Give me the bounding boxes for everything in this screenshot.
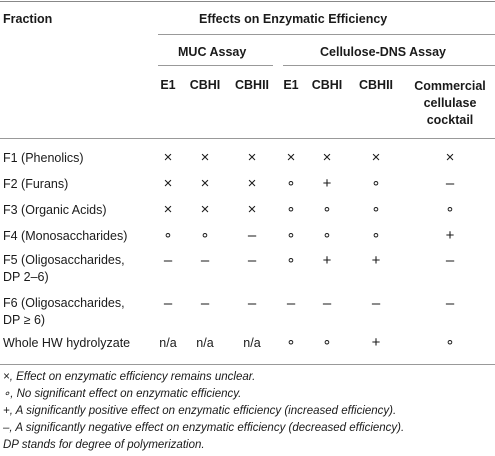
table-cell: × bbox=[200, 201, 210, 218]
row-label-line: F2 (Furans) bbox=[3, 177, 69, 191]
row-label-line: F1 (Phenolics) bbox=[3, 151, 84, 165]
footnote-negative: –, A significantly negative effect on enzymatic efficiency (decreased efficiency). bbox=[3, 422, 405, 434]
cocktail-line-1: Commercial bbox=[414, 79, 486, 93]
footnote-no-effect: ∘, No significant effect on enzymatic efficiency. bbox=[3, 388, 242, 400]
table-cell: ∘ bbox=[445, 334, 455, 351]
table-cell: – bbox=[200, 252, 210, 269]
fraction-header: Fraction bbox=[3, 12, 53, 26]
table-cell: ∘ bbox=[322, 334, 332, 351]
row-label bbox=[3, 176, 68, 193]
table-cell: – bbox=[445, 295, 455, 312]
table-cell: ∘ bbox=[445, 201, 455, 218]
row-label bbox=[3, 335, 130, 352]
table-cell: × bbox=[163, 175, 173, 192]
col-header-muc-cbhii: CBHII bbox=[234, 78, 270, 92]
table-cell: × bbox=[322, 149, 332, 166]
col-header-dns-cbhi: CBHI bbox=[311, 78, 343, 92]
row-label bbox=[3, 202, 107, 219]
effects-underline bbox=[158, 34, 495, 35]
table-cell: + bbox=[322, 175, 332, 192]
table-cell: – bbox=[163, 252, 173, 269]
effects-header: Effects on Enzymatic Efficiency bbox=[199, 12, 388, 26]
footnote-dp: DP stands for degree of polymerization. bbox=[3, 439, 205, 451]
table-cell: – bbox=[322, 295, 332, 312]
muc-underline bbox=[158, 65, 273, 66]
table-cell: ∘ bbox=[286, 252, 296, 269]
row-label-line: DP ≥ 6) bbox=[3, 313, 46, 327]
table-cell: + bbox=[371, 334, 381, 351]
table-bottom-rule bbox=[0, 364, 495, 365]
table-top-rule bbox=[0, 1, 495, 2]
footnote-unclear: ×, Effect on enzymatic efficiency remains unclear. bbox=[3, 371, 256, 383]
col-header-dns-cbhii: CBHII bbox=[358, 78, 394, 92]
table-cell: – bbox=[286, 295, 296, 312]
row-label bbox=[3, 150, 84, 167]
table-cell: – bbox=[445, 175, 455, 192]
cocktail-line-3: cocktail bbox=[426, 113, 474, 127]
row-label bbox=[3, 295, 125, 329]
table-cell: × bbox=[247, 201, 257, 218]
col-header-muc-e1: E1 bbox=[160, 78, 176, 92]
table-cell: × bbox=[247, 175, 257, 192]
table-cell: ∘ bbox=[286, 175, 296, 192]
table-cell: – bbox=[247, 252, 257, 269]
cocktail-line-2: cellulase bbox=[423, 96, 477, 110]
row-label-line: Whole HW hydrolyzate bbox=[3, 336, 131, 350]
col-header-dns-e1: E1 bbox=[283, 78, 299, 92]
table-cell: n/a bbox=[196, 336, 214, 350]
table-cell: ∘ bbox=[371, 175, 381, 192]
footnote-positive: +, A significantly positive effect on enzymatic efficiency (increased efficiency). bbox=[3, 405, 397, 417]
table-cell: ∘ bbox=[371, 227, 381, 244]
row-label-line: F6 (Oligosaccharides, bbox=[3, 296, 125, 310]
table-cell: × bbox=[247, 149, 257, 166]
table-cell: ∘ bbox=[286, 334, 296, 351]
dns-assay-header: Cellulose-DNS Assay bbox=[320, 45, 446, 59]
table-cell: × bbox=[286, 149, 296, 166]
table-cell: n/a bbox=[243, 336, 261, 350]
col-header-cocktail bbox=[405, 78, 495, 129]
table-cell: ∘ bbox=[200, 227, 210, 244]
table-cell: – bbox=[445, 252, 455, 269]
table-cell: × bbox=[445, 149, 455, 166]
table-cell: × bbox=[200, 175, 210, 192]
table-cell: n/a bbox=[159, 336, 177, 350]
table-cell: + bbox=[371, 252, 381, 269]
table-cell: – bbox=[200, 295, 210, 312]
row-label bbox=[3, 252, 125, 286]
table-cell: + bbox=[445, 227, 455, 244]
row-label bbox=[3, 228, 127, 245]
row-label-line: DP 2–6) bbox=[3, 270, 49, 284]
row-label-line: F4 (Monosaccharides) bbox=[3, 229, 128, 243]
col-header-muc-cbhi: CBHI bbox=[189, 78, 221, 92]
muc-assay-header: MUC Assay bbox=[178, 45, 247, 59]
table-cell: × bbox=[163, 201, 173, 218]
table-cell: + bbox=[322, 252, 332, 269]
table-cell: × bbox=[371, 149, 381, 166]
table-cell: – bbox=[371, 295, 381, 312]
table-cell: – bbox=[163, 295, 173, 312]
header-bottom-rule bbox=[0, 138, 495, 139]
table-cell: – bbox=[247, 227, 257, 244]
table-cell: ∘ bbox=[371, 201, 381, 218]
table-cell: ∘ bbox=[322, 227, 332, 244]
table-cell: × bbox=[200, 149, 210, 166]
dns-underline bbox=[283, 65, 495, 66]
table-cell: – bbox=[247, 295, 257, 312]
table-cell: ∘ bbox=[286, 201, 296, 218]
table-cell: ∘ bbox=[322, 201, 332, 218]
table-cell: ∘ bbox=[286, 227, 296, 244]
table-cell: ∘ bbox=[163, 227, 173, 244]
table-cell: × bbox=[163, 149, 173, 166]
row-label-line: F3 (Organic Acids) bbox=[3, 203, 107, 217]
row-label-line: F5 (Oligosaccharides, bbox=[3, 253, 125, 267]
